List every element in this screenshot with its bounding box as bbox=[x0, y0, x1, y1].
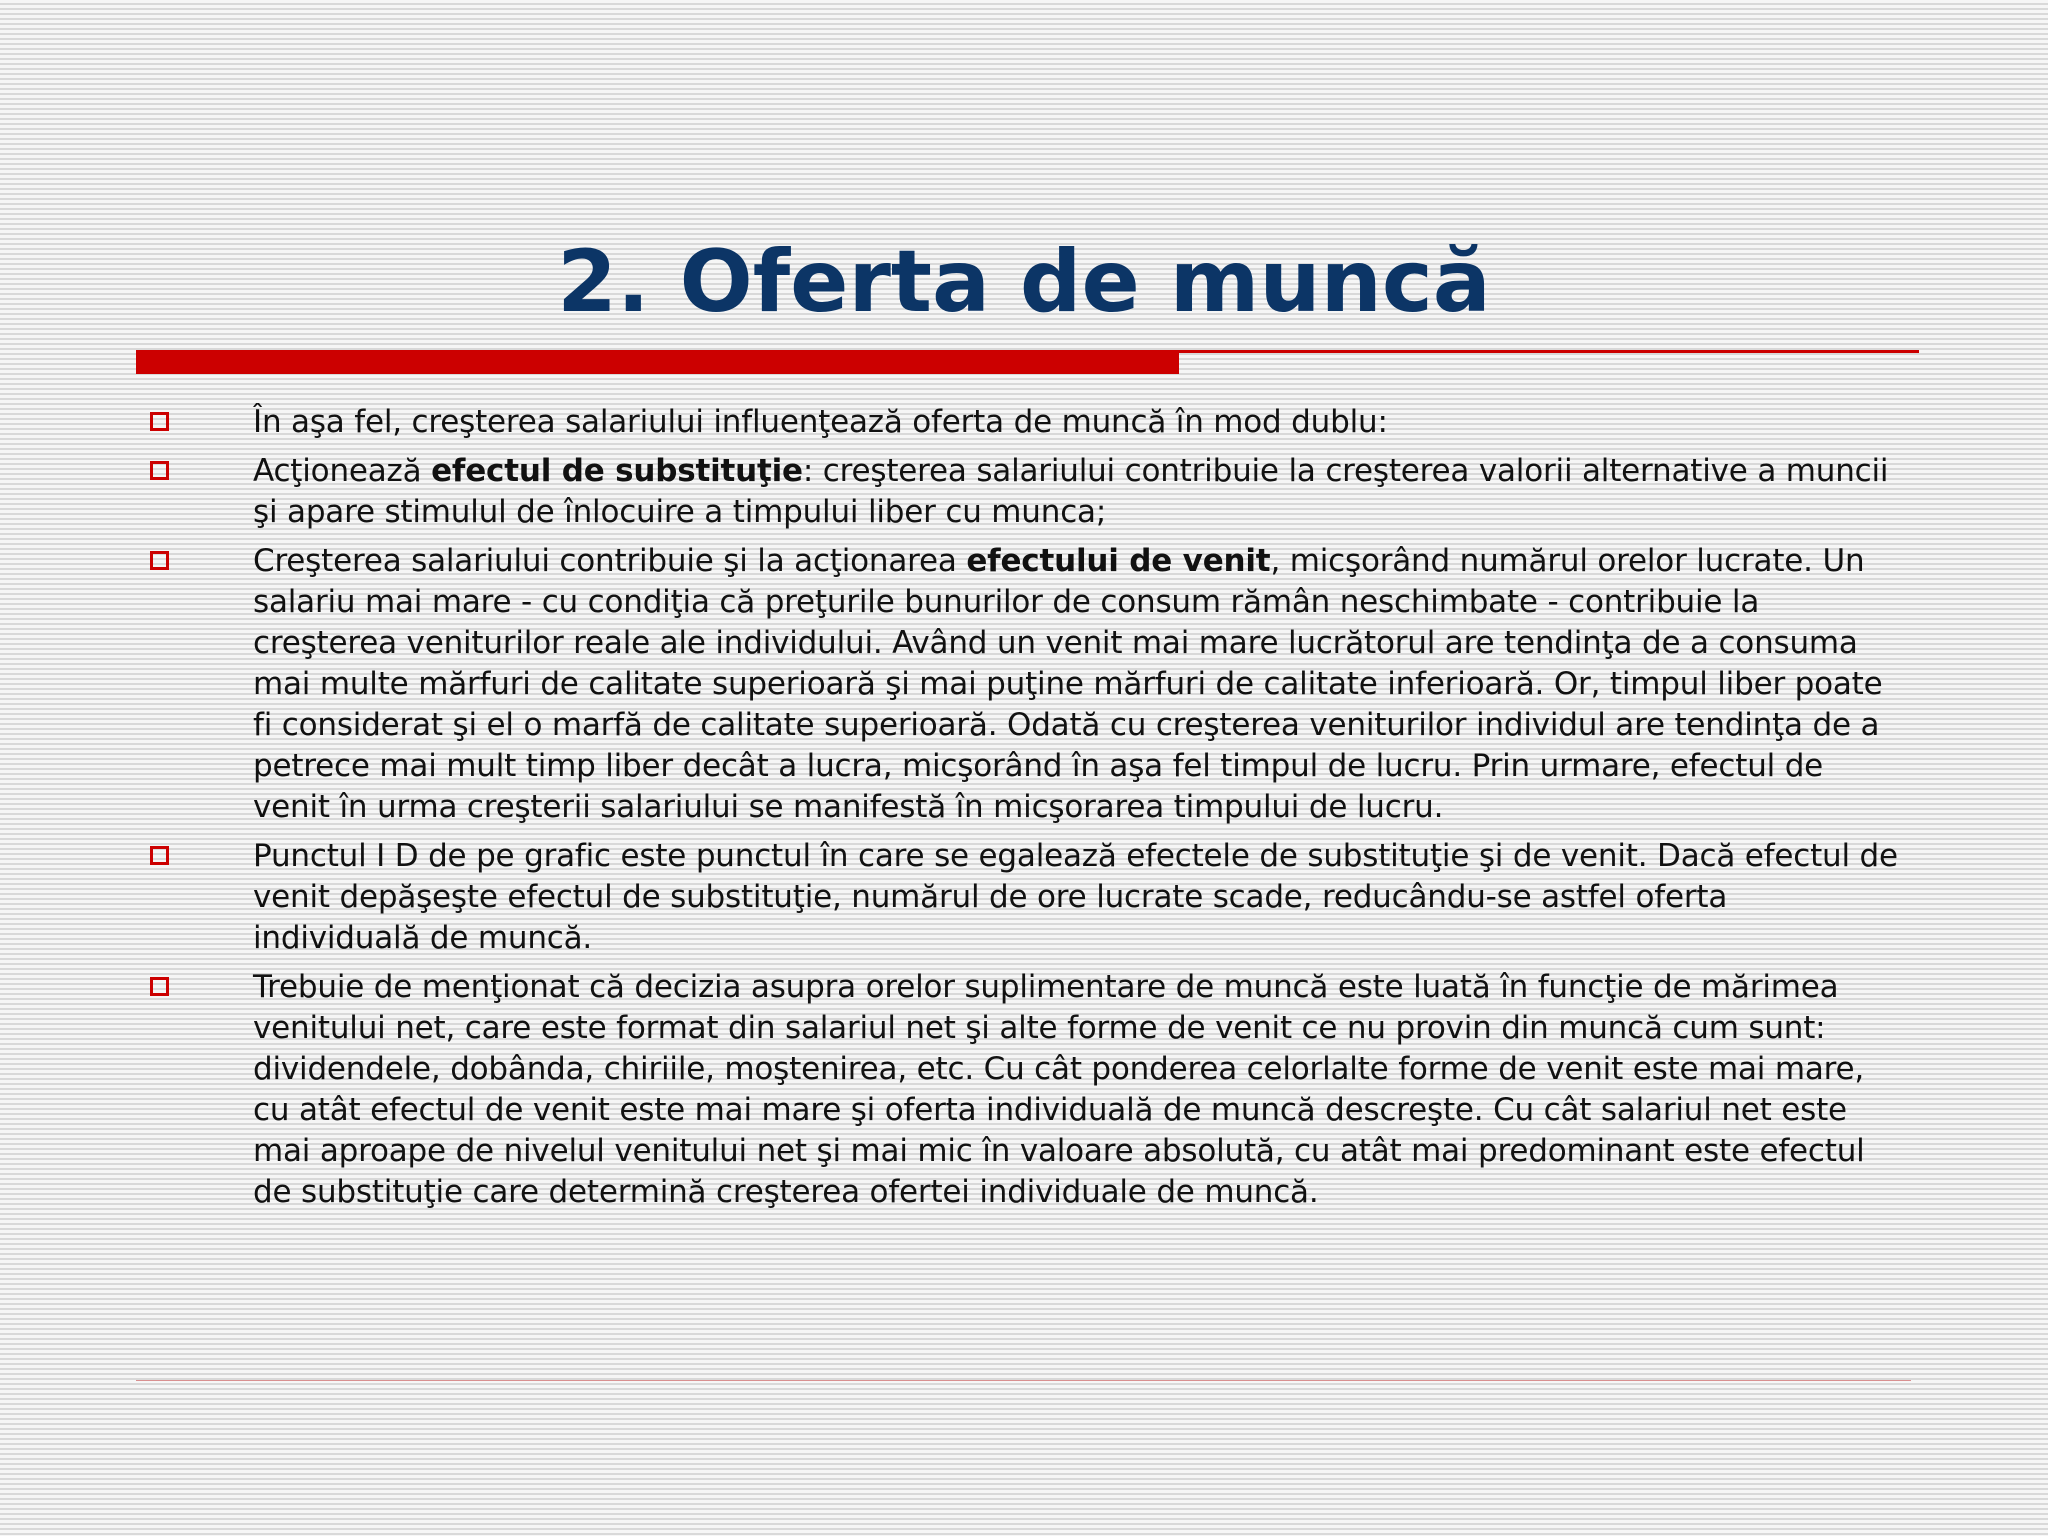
square-bullet-icon bbox=[150, 977, 169, 996]
bullet-list bbox=[150, 402, 1900, 1221]
title-underline-thick bbox=[136, 350, 1179, 374]
bullet-text: În aşa fel, creşterea salariului influenţează oferta de muncă în mod dublu: bbox=[253, 404, 1388, 440]
bullet-text: Punctul I D de pe grafic este punctul în care se egalează efectele de substituţie şi de venit. Dacă efectul de venit depăşeşte efectul de substituţie, numărul de ore lucrate scade, reducându-se astfel oferta individuală de muncă. bbox=[253, 838, 1898, 956]
bullet-item bbox=[150, 402, 1900, 443]
square-bullet-icon bbox=[150, 846, 169, 865]
title-underline-thin bbox=[1179, 350, 1919, 353]
square-bullet-icon bbox=[150, 412, 169, 431]
bullet-item bbox=[150, 836, 1900, 959]
bullet-text: Trebuie de menţionat că decizia asupra orelor suplimentare de muncă este luată în funcţie de mărimea venitului net, care este format din salariul net şi alte forme de venit ce nu provin din muncă cum sunt: dividendele, dobânda, chiriile, moştenirea, etc. Cu cât ponderea celorlalte forme de venit este mai mare, cu atât efectul de venit este mai mare şi oferta individuală de muncă descreşte. Cu cât salariul net este mai aproape de nivelul venitului net şi mai mic în valoare absolută, cu atât mai predominant este efectul de substituţie care determină creşterea ofertei individuale de muncă. bbox=[253, 969, 1865, 1210]
footer-divider bbox=[136, 1380, 1911, 1381]
bullet-text: Creşterea salariului contribuie şi la acţionarea efectului de venit, micşorând numărul orelor lucrate. Un salariu mai mare - cu condiţia că preţurile bunurilor de consum rămân neschimbate - contribuie la creşterea veniturilor reale ale individului. Având un venit mai mare lucrătorul are tendinţa de a consuma mai multe mărfuri de calitate superioară şi mai puţine mărfuri de calitate inferioară. Or, timpul liber poate fi considerat şi el o marfă de calitate superioară. Odată cu creşterea veniturilor individul are tendinţa de a petrece mai mult timp liber decât a lucra, micşorând în aşa fel timpul de lucru. Prin urmare, efectul de venit în urma creşterii salariului se manifestă în micşorarea timpului de lucru. bbox=[253, 543, 1883, 825]
bullet-item bbox=[150, 967, 1900, 1213]
bullet-text: Acţionează efectul de substituţie: creşterea salariului contribuie la creşterea valorii alternative a muncii şi apare stimulul de înlocuire a timpului liber cu munca; bbox=[253, 453, 1889, 530]
slide-title: 2. Oferta de muncă bbox=[557, 232, 1491, 332]
square-bullet-icon bbox=[150, 461, 169, 480]
square-bullet-icon bbox=[150, 551, 169, 570]
bullet-item bbox=[150, 541, 1900, 828]
bold-term: efectul de substituţie bbox=[431, 453, 803, 489]
bullet-item bbox=[150, 451, 1900, 533]
bold-term: efectului de venit bbox=[966, 543, 1271, 579]
